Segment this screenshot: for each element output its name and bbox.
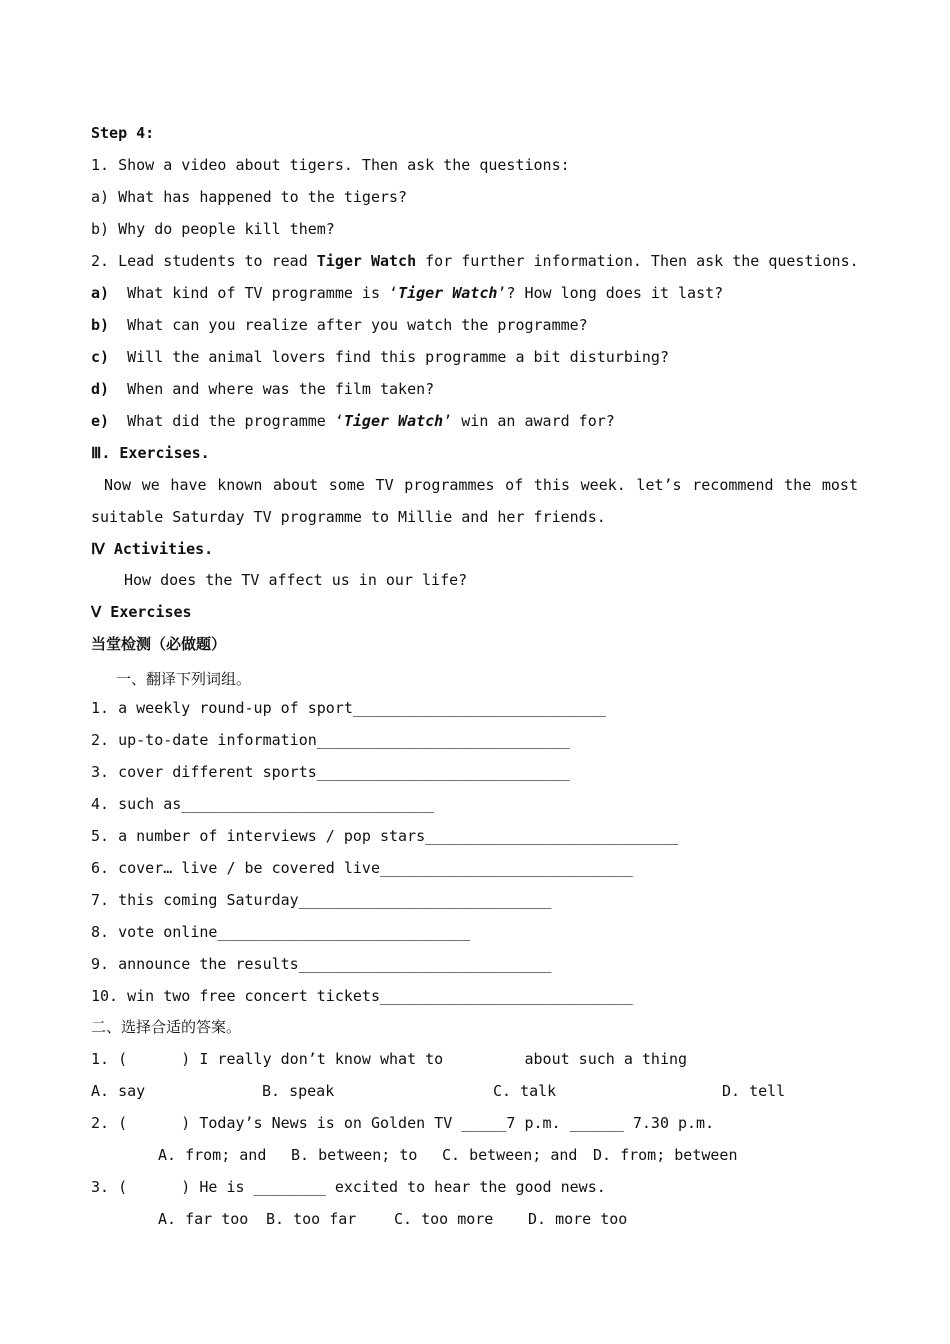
question-d: d) When and where was the film taken? xyxy=(91,380,435,398)
step4-line2-pre: 2. Lead students to read xyxy=(91,252,317,270)
question-e-title: Tiger Watch xyxy=(343,412,444,430)
section4-question: How does the TV affect us in our life? xyxy=(124,571,468,589)
phrase-item-7: 7. this coming Saturday____________________________ xyxy=(91,891,552,909)
question-a-title: Tiger Watch xyxy=(398,284,498,302)
question-e-post: ’ win an award for? xyxy=(443,412,615,430)
part2-instruction: 二、选择合适的答案。 xyxy=(91,1018,242,1036)
step4-line2 xyxy=(91,252,859,270)
q1-option-b: B. speak xyxy=(262,1082,335,1100)
q2-option-a: A. from; and xyxy=(158,1146,267,1164)
in-class-test-title: 当堂检测（必做题） xyxy=(91,635,227,653)
question-a: a) What kind of TV programme is ‘Tiger Watch’? How long does it last? xyxy=(91,284,724,302)
phrase-item-6: 6. cover… live / be covered live____________________________ xyxy=(91,859,633,877)
q2-option-b: B. between; to xyxy=(291,1146,418,1164)
phrase-item-4: 4. such as____________________________ xyxy=(91,795,435,813)
question-a-pre: What kind of TV programme is ‘ xyxy=(127,284,399,302)
question-a-post: ’? How long does it last? xyxy=(497,284,724,302)
q2-option-d: D. from; between xyxy=(593,1146,738,1164)
section3-paragraph-line2: suitable Saturday TV programme to Millie and her friends. xyxy=(91,508,606,526)
q3-option-a: A. far too xyxy=(158,1210,249,1228)
question-d-text: When and where was the film taken? xyxy=(127,380,435,398)
question-e: e) What did the programme ‘Tiger Watch’ win an award for? xyxy=(91,412,615,430)
section5-heading: Ⅴ Exercises xyxy=(91,603,192,621)
step4-heading: Step 4: xyxy=(91,124,155,142)
step4-line2-post: for further information. Then ask the questions. xyxy=(416,252,859,270)
question-b-text: What can you realize after you watch the programme? xyxy=(127,316,588,334)
q3-option-d: D. more too xyxy=(528,1210,628,1228)
step4-line1: 1. Show a video about tigers. Then ask the questions: xyxy=(91,156,570,174)
tiger-watch-bold: Tiger Watch xyxy=(316,252,417,270)
phrase-item-5: 5. a number of interviews / pop stars____________________________ xyxy=(91,827,678,845)
mc-question-2: 2. ( ) Today’s News is on Golden TV _____7 p.m. ______ 7.30 p.m. xyxy=(91,1114,715,1132)
phrase-item-8: 8. vote online____________________________ xyxy=(91,923,471,941)
question-c-text: Will the animal lovers find this programme a bit disturbing? xyxy=(127,348,669,366)
question-b: b) What can you realize after you watch the programme? xyxy=(91,316,588,334)
question-e-pre: What did the programme ‘ xyxy=(127,412,344,430)
q1-option-d: D. tell xyxy=(722,1082,786,1100)
phrase-item-3: 3. cover different sports____________________________ xyxy=(91,763,570,781)
q1-option-a: A. say xyxy=(91,1082,146,1100)
phrase-item-10: 10. win two free concert tickets____________________________ xyxy=(91,987,633,1005)
mc-question-3: 3. ( ) He is ________ excited to hear the good news. xyxy=(91,1178,606,1196)
phrase-item-2: 2. up-to-date information____________________________ xyxy=(91,731,570,749)
part1-instruction: 一、翻译下列词组。 xyxy=(116,670,252,688)
q3-option-c: C. too more xyxy=(394,1210,494,1228)
q1-option-c: C. talk xyxy=(493,1082,557,1100)
phrase-item-9: 9. announce the results____________________________ xyxy=(91,955,552,973)
q3-option-b: B. too far xyxy=(266,1210,357,1228)
phrase-item-1: 1. a weekly round-up of sport____________________________ xyxy=(91,699,606,717)
question-a-tigers: a) What has happened to the tigers? xyxy=(91,188,408,206)
question-c: c) Will the animal lovers find this programme a bit disturbing? xyxy=(91,348,669,366)
section4-heading: Ⅳ Activities. xyxy=(91,540,214,558)
question-b-kill: b) Why do people kill them? xyxy=(91,220,335,238)
mc-question-1: 1. ( ) I really don’t know what to about such a thing xyxy=(91,1050,688,1068)
section3-heading: Ⅲ. Exercises. xyxy=(91,444,210,462)
section3-paragraph-line1: Now we have known about some TV programmes of this week. let’s recommend the most xyxy=(104,476,858,494)
q2-option-c: C. between; and xyxy=(442,1146,578,1164)
